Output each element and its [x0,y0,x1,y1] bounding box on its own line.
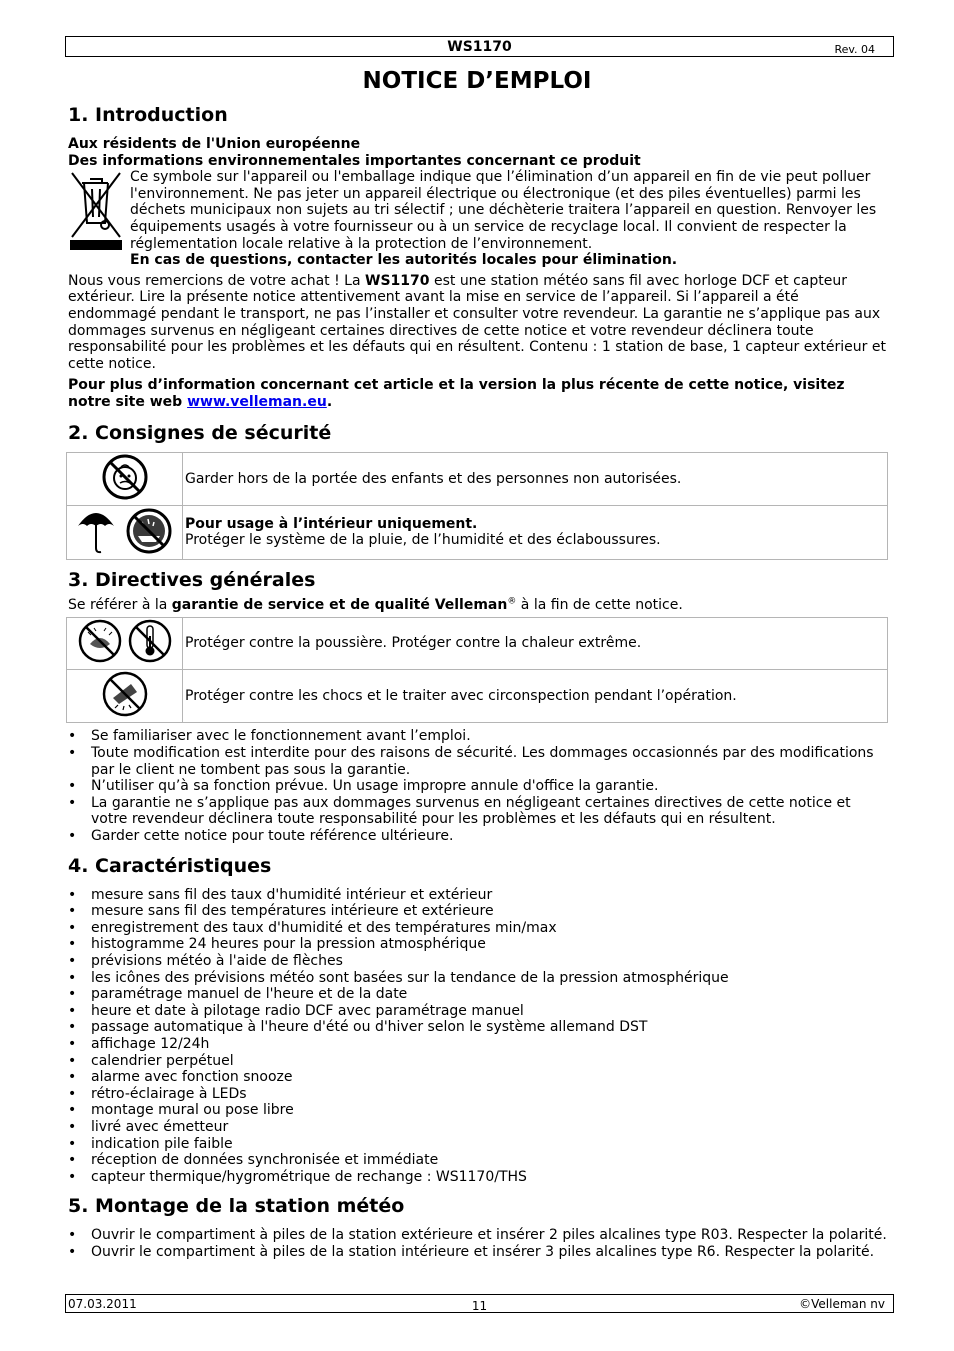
keep-away-from-children-icon [67,452,183,506]
shock-protection-icon [67,669,183,723]
thanks-paragraph [68,273,888,373]
general-row-1-text: Protéger contre la poussière. Protéger contre la chaleur extrême. [183,618,888,670]
list-item: • paramétrage manuel de l'heure et de la date [68,986,888,1003]
list-item: • alarme avec fonction snooze [68,1069,888,1086]
list-item: • passage automatique à l'heure d'été ou d'hiver selon le système allemand DST [68,1019,888,1036]
weee-block [68,169,888,269]
list-item: • capteur thermique/hygrométrique de rechange : WS1170/THS [68,1169,888,1186]
general-symbol-table [66,617,888,723]
list-item: • indication pile faible [68,1136,888,1153]
warranty-ref-bold: garantie de service et de qualité Velleman [171,596,508,613]
list-item: • réception de données synchronisée et immédiate [68,1152,888,1169]
table-row [67,618,888,670]
installation-list [68,1227,888,1260]
section-heading-installation: 5. Montage de la station météo [68,1195,405,1218]
table-row [67,669,888,723]
list-item: • mesure sans fil des températures intérieure et extérieure [68,903,888,920]
rain-protection-note: Protéger le système de la pluie, de l’humidité et des éclaboussures. [185,532,661,549]
document-title: NOTICE D’EMPLOI [362,68,592,94]
list-item: • Ouvrir le compartiment à piles de la station extérieure et insérer 2 piles alcalines type R03. Respecter la polarité. [68,1227,888,1244]
list-item: • livré avec émetteur [68,1119,888,1136]
document-body [68,103,888,1261]
list-item: • les icônes des prévisions météo sont basées sur la tendance de la pression atmosphérique [68,970,888,987]
registered-mark: ® [507,596,517,607]
more-info-end: . [326,393,333,410]
thanks-text-start: Nous vous remercions de votre achat ! La [68,272,366,289]
list-item: • Garder cette notice pour toute référence ultérieure. [68,828,888,845]
footer-copyright: ©Velleman nv [799,1297,885,1311]
list-item: • heure et date à pilotage radio DCF avec paramétrage manuel [68,1003,888,1020]
list-item: • N’utiliser qu’à sa fonction prévue. Un usage impropre annule d'office la garantie. [68,778,888,795]
indoor-use-note: Pour usage à l’intérieur uniquement. [185,515,478,532]
page-header [65,36,894,57]
weee-text: Ce symbole sur l'appareil ou l'emballage indique que l’élimination d’un appareil en fin de vie peut polluer l'environnement. Ne pas jeter un appareil électrique ou électronique (et des piles éventuelles) parmi les déchets municipaux non sujets au tri sélectif ; une déchèterie traitera l’appareil en question. Renvoyer les équipements usagés à votre fournisseur ou à un service de recyclage local. Il convient de respecter la réglementation locale relative à la protection de l’environnement. [130,169,877,252]
safety-symbol-table [66,452,888,560]
page-number: 11 [471,1299,488,1313]
section-heading-safety: 2. Consignes de sécurité [68,421,332,444]
list-item: • mesure sans fil des taux d'humidité intérieur et extérieur [68,887,888,904]
list-item: • Ouvrir le compartiment à piles de la station intérieure et insérer 3 piles alcalines type R6. Respecter la polarité. [68,1244,888,1261]
table-row [67,506,888,560]
section-heading-introduction: 1. Introduction [68,104,228,126]
page-footer [65,1294,894,1313]
table-row [67,452,888,506]
list-item: • affichage 12/24h [68,1036,888,1053]
features-list [68,887,888,1186]
list-item: • histogramme 24 heures pour la pression atmosphérique [68,936,888,953]
section-heading-features: 4. Caractéristiques [68,854,272,877]
indoor-use-icons [67,506,183,560]
more-info-paragraph [68,377,888,410]
footer-date: 07.03.2011 [68,1297,137,1311]
list-item: • calendrier perpétuel [68,1053,888,1070]
warranty-ref-start: Se référer à la [68,596,172,613]
list-item: • enregistrement des taux d'humidité et des températures min/max [68,920,888,937]
eu-residents-title: Aux résidents de l'Union européenne [68,136,361,152]
header-revision: Rev. 04 [834,43,875,56]
warranty-ref-end: à la fin de cette notice. [516,596,683,613]
section-heading-general: 3. Directives générales [68,568,316,591]
list-item: • rétro-éclairage à LEDs [68,1086,888,1103]
safety-row-2-text [183,506,888,560]
dust-heat-icons [67,618,183,670]
list-item: • La garantie ne s’applique pas aux dommages survenus en négligeant certaines directives de cette notice et votre revendeur déclinera toute responsabilité pour les problèmes et les défauts qui en résultent. [68,795,888,828]
general-row-2-text: Protéger contre les chocs et le traiter avec circonspection pendant l’opération. [183,669,888,723]
environment-info-title: Des informations environnementales importantes concernant ce produit [68,152,641,169]
thanks-text-rest: est une station météo sans fil avec horloge DCF et capteur extérieur. Lire la présente notice attentivement avant la mise en service de l’appareil. Si l’appareil a été endommagé pendant le transport, ne pas l’installer et consulter votre revendeur. La garantie ne s’applique pas aux dommages survenus en négligeant certaines directives de cette notice et votre revendeur déclinera toute responsabilité pour les problèmes et les défauts qui en résultent. Contenu : 1 station de base, 1 capteur extérieur et cette notice. [68,272,886,372]
weee-contact-note: En cas de questions, contacter les autorités locales pour élimination. [130,252,678,269]
weee-bin-icon [68,169,130,257]
list-item: • montage mural ou pose libre [68,1102,888,1119]
warranty-reference [68,597,888,614]
header-model: WS1170 [447,39,512,55]
velleman-website-link[interactable]: www.velleman.eu [187,393,327,410]
general-guidelines-list [68,728,888,844]
safety-row-1-text: Garder hors de la portée des enfants et des personnes non autorisées. [183,452,888,506]
thanks-model: WS1170 [365,272,430,289]
list-item: • prévisions météo à l'aide de flèches [68,953,888,970]
list-item: • Se familiariser avec le fonctionnement avant l’emploi. [68,728,888,745]
list-item: • Toute modification est interdite pour des raisons de sécurité. Les dommages occasionnés par des modifications par le client ne tombent pas sous la garantie. [68,745,888,778]
more-info-text: Pour plus d’information concernant cet article et la version la plus récente de cette notice, visitez notre site web [68,377,845,410]
